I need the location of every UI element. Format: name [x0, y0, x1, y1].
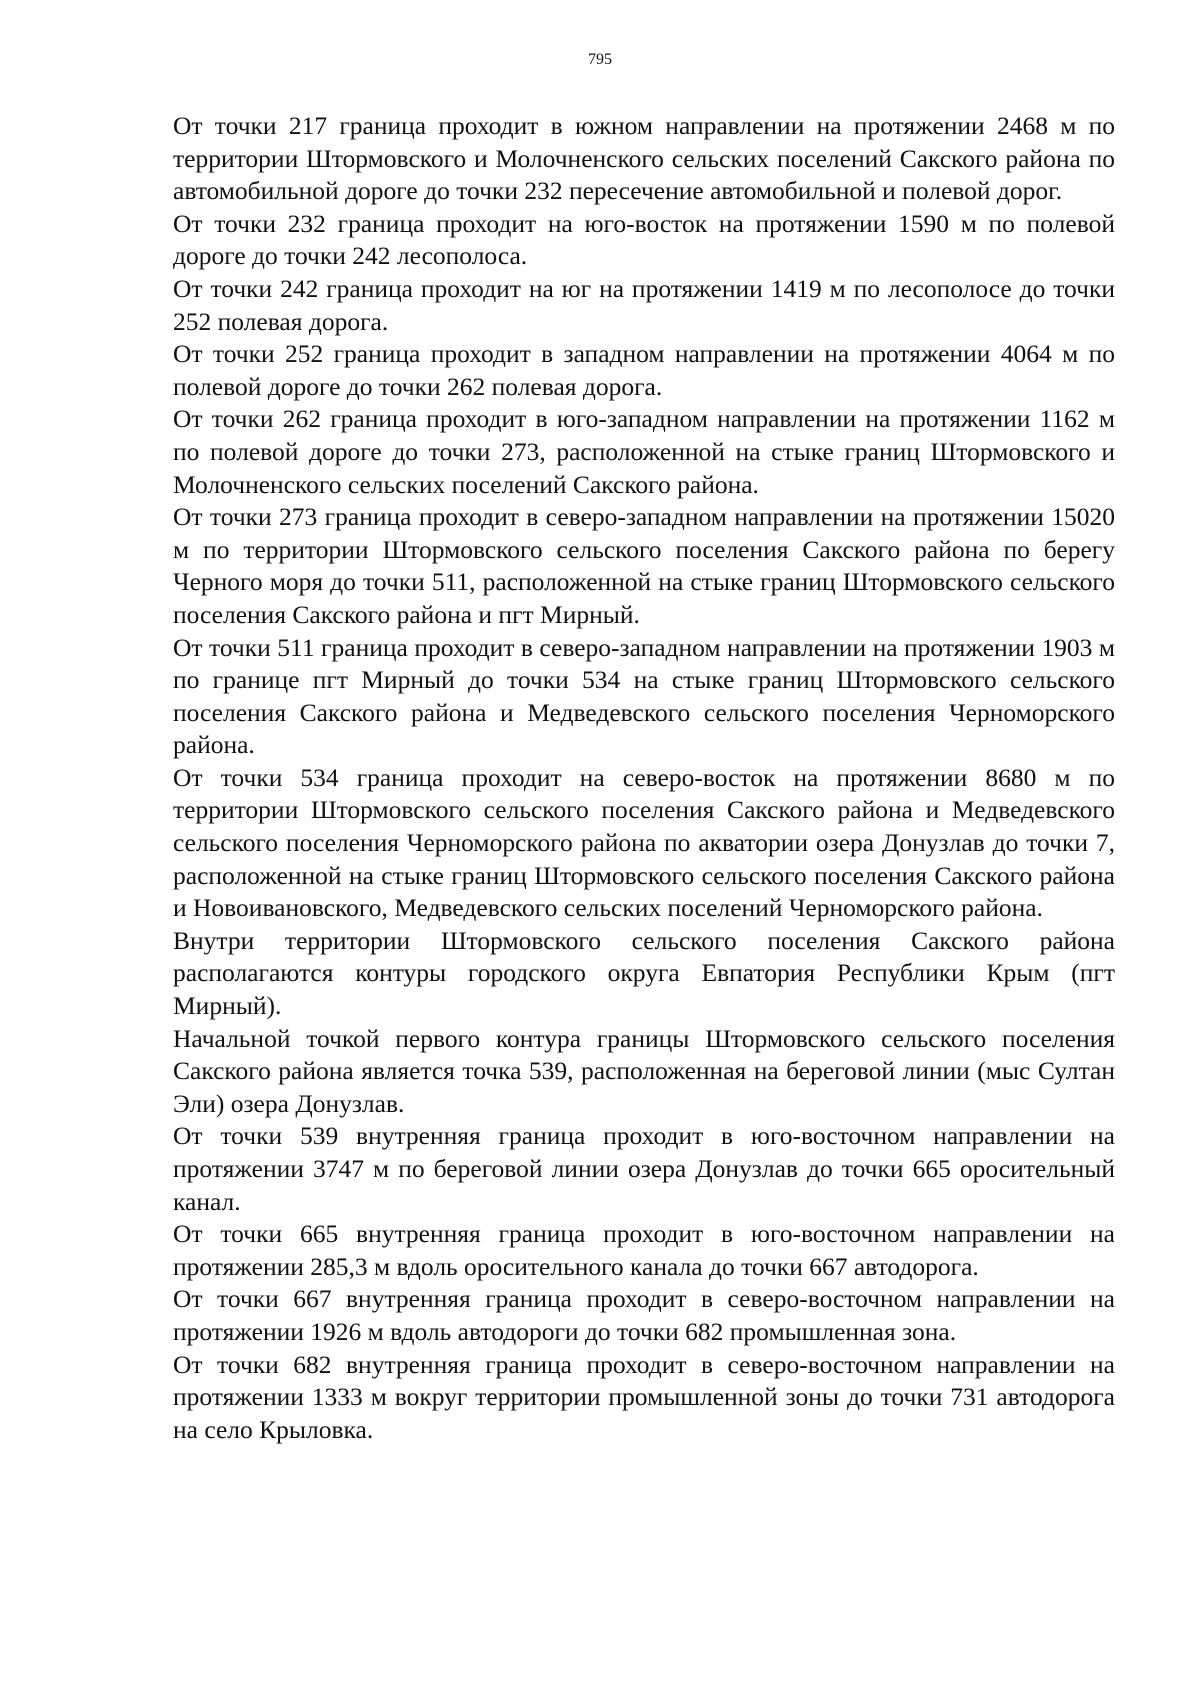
paragraph: От точки 665 внутренняя граница проходит в юго-восточном направлении на протяжении 285,3 м вдоль оросительного канала до точки 667 автодорога.	[173, 1219, 1115, 1281]
paragraph: От точки 242 граница проходит на юг на протяжении 1419 м по лесополосе до точки 252 полевая дорога.	[173, 273, 1115, 336]
paragraph: От точки 667 внутренняя граница проходит в северо-восточном направлении на протяжении 1926 м вдоль автодороги до точки 682 промышленная зона.	[173, 1284, 1115, 1346]
paragraph: От точки 252 граница проходит в западном направлении на протяжении 4064 м по полевой дороге до точки 262 полевая дорога.	[173, 339, 1115, 401]
paragraph: От точки 232 граница проходит на юго-восток на протяжении 1590 м по полевой дороге до точки 242 лесополоса.	[173, 208, 1115, 271]
paragraph: От точки 539 внутренняя граница проходит в юго-восточном направлении на протяжении 3747 м по береговой линии озера Донузлав до точки 665 оросительный канал.	[173, 1121, 1115, 1216]
paragraph: От точки 273 граница проходит в северо-западном направлении на протяжении 15020 м по территории Штормовского сельского поселения Сакского района по берегу Черного моря до точки 511, расположенной на стыке границ Штормовского сельского поселения Сакского района и пгт Мирный.	[173, 502, 1115, 629]
paragraph: От точки 534 граница проходит на северо-восток на протяжении 8680 м по территории Штормовского сельского поселения Сакского района и Медведевского сельского поселения Черноморского района по акватории озера Донузлав до точки 7, расположенной на стыке границ Штормовского сельского поселения Сакского района и Новоивановского, Медведевского сельских поселений Черноморского района.	[173, 762, 1115, 923]
paragraph: От точки 511 граница проходит в северо-западном направлении на протяжении 1903 м по границе пгт Мирный до точки 534 на стыке границ Штормовского сельского поселения Сакского района и Медведевского сельского поселения Черноморского района.	[173, 632, 1115, 760]
paragraph: От точки 682 внутренняя граница проходит в северо-восточном направлении на протяжении 1333 м вокруг территории промышленной зоны до точки 731 автодорога на село Крыловка.	[173, 1349, 1115, 1444]
page-number: 795	[588, 51, 612, 68]
paragraph: От точки 217 граница проходит в южном направлении на протяжении 2468 м по территории Штормовского и Молочненского сельских поселений Сакского района по автомобильной дороге до точки 232 пересечение автомобильной и полевой дорог.	[173, 111, 1115, 206]
paragraph: От точки 262 граница проходит в юго-западном направлении на протяжении 1162 м по полевой дороге до точки 273, расположенной на стыке границ Штормовского и Молочненского сельских поселений Сакского района.	[173, 404, 1115, 499]
document-body	[173, 110, 1115, 1446]
paragraph: Внутри территории Штормовского сельского поселения Сакского района располагаются контуры городского округа Евпатория Республики Крым (пгт Мирный).	[173, 925, 1115, 1021]
paragraph: Начальной точкой первого контура границы Штормовского сельского поселения Сакского района является точка 539, расположенная на береговой линии (мыс Султан Эли) озера Донузлав.	[173, 1023, 1115, 1118]
